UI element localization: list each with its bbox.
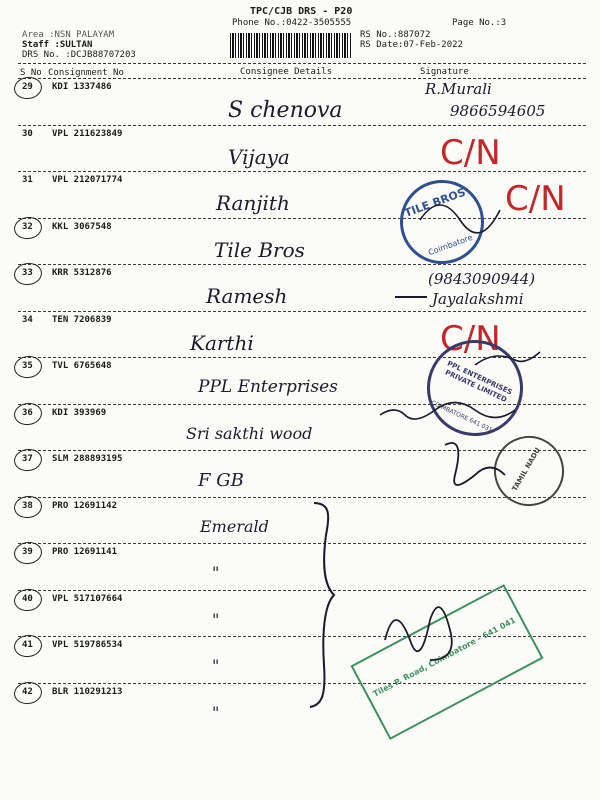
- row-consignment-no: KRR 5312876: [52, 268, 112, 278]
- row-consignment-no: SLM 288893195: [52, 454, 123, 464]
- row-consignee: S chenova: [228, 98, 343, 123]
- row-consignment-no: KDI 393969: [52, 407, 107, 418]
- row-consignee: ": [212, 656, 220, 675]
- col-consignment: Consignment No: [48, 68, 124, 78]
- staff-label: Staff :SULTAN: [22, 40, 93, 50]
- row-phone-note: (9843090944): [428, 270, 536, 288]
- row-consignment-no: BLR 110291213: [52, 686, 123, 697]
- row-sno: 32: [22, 221, 33, 232]
- row-sno: 39: [22, 547, 33, 557]
- row-consignee: F GB: [198, 470, 244, 491]
- row-sno: 35: [22, 361, 33, 371]
- row-sno: 34: [22, 314, 33, 325]
- row-consignee: Emerald: [200, 516, 269, 536]
- tile-bros-stamp: TILE BROS Coimbatore: [388, 168, 496, 276]
- row-sno: 30: [22, 128, 33, 139]
- row-consignee: Ramesh: [206, 284, 288, 308]
- row-consignment-no: PRO 12691142: [52, 500, 118, 511]
- page-title: TPC/CJB DRS - P20: [250, 6, 353, 17]
- row-consignee: ": [212, 702, 220, 722]
- row-consignment-no: KDI 1337486: [52, 82, 112, 92]
- phone-number: Phone No.:0422-3505555: [232, 18, 352, 28]
- row-consignment-no: TVL 6765648: [52, 361, 112, 371]
- row-consignment-no: VPL 519786534: [52, 640, 123, 650]
- row-consignment-no: KKL 3067548: [52, 221, 112, 232]
- row-consignee: Ranjith: [216, 191, 290, 215]
- col-consignee-details: Consignee Details: [240, 67, 333, 77]
- row-consignee: Tile Bros: [214, 237, 305, 262]
- row-consignment-no: PRO 12691141: [52, 547, 118, 557]
- row-sno: 40: [22, 593, 33, 604]
- row-consignee: ": [212, 563, 220, 582]
- row-phone-note: 9866594605: [450, 102, 546, 120]
- row-signature: Jayalakshmi: [432, 290, 524, 308]
- row-sno: 29: [22, 82, 33, 92]
- row-sno: 42: [22, 686, 33, 697]
- row-consignee: Sri sakthi wood: [186, 423, 313, 443]
- row-consignment-no: VPL 211623849: [52, 128, 123, 139]
- row-signature: R.Murali: [425, 80, 492, 98]
- row-consignee: Karthi: [190, 330, 254, 355]
- row-consignment-no: VPL 517107664: [52, 593, 123, 604]
- row-sno: 38: [22, 500, 33, 511]
- row-consignee: PPL Enterprises: [198, 377, 338, 397]
- row-sno: 31: [22, 175, 33, 185]
- emerald-address-stamp: Tiles P. Road, Coimbatore - 641 041: [350, 584, 543, 740]
- ppl-enterprises-stamp: PPL ENTERPRISES PRIVATE LIMITED COIMBATORE 641 031: [411, 324, 539, 452]
- row-consignee: Vijaya: [228, 144, 290, 169]
- tamil-nadu-stamp: TAMIL NADU: [481, 423, 577, 519]
- row-sno: 36: [22, 407, 33, 418]
- rs-number: RS No.:887072: [360, 30, 431, 40]
- row-signature: C/N: [440, 132, 501, 173]
- row-sno: 41: [22, 640, 33, 650]
- row-consignee: ": [212, 609, 220, 629]
- row-sno: 33: [22, 268, 33, 278]
- row-consignment-no: VPL 212071774: [52, 175, 123, 185]
- row-consignment-no: TEN 7206839: [52, 314, 112, 325]
- row-signature: C/N: [505, 179, 566, 219]
- drs-number: DRS No. :DCJB88707203: [22, 50, 136, 60]
- col-sno: S No: [20, 68, 42, 78]
- page-number: Page No.:3: [452, 18, 507, 28]
- col-signature: Signature: [420, 67, 469, 77]
- row-sno: 37: [22, 454, 33, 464]
- rs-date: RS Date:07-Feb-2022: [360, 40, 463, 50]
- row-signature: C/N: [440, 318, 501, 359]
- area-label: Area :NSN PALAYAM: [22, 30, 115, 40]
